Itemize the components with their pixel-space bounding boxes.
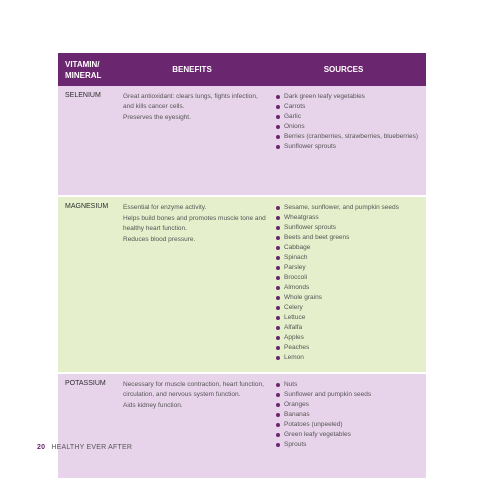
nutrition-table	[58, 53, 426, 478]
row-sources	[268, 197, 426, 372]
source-item: Dark green leafy vegetables	[276, 92, 426, 102]
source-item: Apples	[276, 333, 426, 343]
header-sources: SOURCES	[323, 65, 364, 74]
source-item: Bananas	[276, 410, 426, 420]
source-item: Green leafy vegetables	[276, 430, 426, 440]
source-item: Celery	[276, 303, 426, 313]
benefit-text: Preserves the eyesight.	[123, 113, 191, 121]
source-item: Sesame, sunflower, and pumpkin seeds	[276, 203, 426, 213]
benefit-text: Reduces blood pressure.	[123, 235, 196, 243]
row-benefits	[123, 374, 268, 478]
source-item: Peaches	[276, 343, 426, 353]
source-item: Broccoli	[276, 273, 426, 283]
book-title: HEALTHY EVER AFTER	[51, 444, 133, 451]
row-name: SELENIUM	[65, 92, 101, 99]
source-item: Garlic	[276, 112, 426, 122]
benefit-text: Helps build bones and promotes muscle tone and healthy heart function.	[123, 215, 266, 232]
row-name: MAGNESIUM	[65, 203, 109, 210]
row-benefits	[123, 197, 268, 372]
source-item: Spinach	[276, 253, 426, 263]
source-item: Alfalfa	[276, 323, 426, 333]
page-number: 20	[37, 444, 46, 451]
row-benefits	[123, 86, 268, 195]
source-item: Sunflower sprouts	[276, 223, 426, 233]
page-footer	[37, 444, 132, 451]
source-item: Nuts	[276, 380, 426, 390]
source-item: Wheatgrass	[276, 213, 426, 223]
sources-list	[276, 203, 426, 363]
benefit-text: Necessary for muscle contraction, heart function, circulation, and nervous system function.	[123, 381, 264, 398]
source-item: Potatoes (unpeeled)	[276, 420, 426, 430]
source-item: Lemon	[276, 353, 426, 363]
source-item: Parsley	[276, 263, 426, 273]
table-row-potassium	[58, 372, 426, 478]
header-vitamin-mineral	[58, 59, 123, 81]
source-item: Almonds	[276, 283, 426, 293]
row-sources	[268, 374, 426, 478]
source-item: Sunflower and pumpkin seeds	[276, 390, 426, 400]
source-item: Lettuce	[276, 313, 426, 323]
sources-list	[276, 380, 426, 450]
sources-list	[276, 92, 426, 152]
source-item: Berries (cranberries, strawberries, blueberries)	[276, 132, 426, 142]
source-item: Oranges	[276, 400, 426, 410]
header-vitamin-line2: MINERAL	[65, 70, 102, 80]
table-row-magnesium	[58, 195, 426, 372]
header-vitamin-line1: VITAMIN/	[65, 59, 100, 69]
source-item: Sprouts	[276, 440, 426, 450]
row-sources	[268, 86, 426, 195]
source-item: Whole grains	[276, 293, 426, 303]
benefit-text: Aids kidney function.	[123, 401, 183, 409]
source-item: Carrots	[276, 102, 426, 112]
row-name: POTASSIUM	[65, 380, 106, 387]
table-row-selenium	[58, 86, 426, 195]
source-item: Onions	[276, 122, 426, 132]
benefit-text: Essential for enzyme activity.	[123, 204, 207, 211]
source-item: Cabbage	[276, 243, 426, 253]
source-item: Sunflower sprouts	[276, 142, 426, 152]
benefit-text: Great antioxidant: clears lungs, fights infection, and kills cancer cells.	[123, 93, 258, 110]
source-item: Beets and beet greens	[276, 233, 426, 243]
table-header	[58, 53, 426, 86]
header-benefits: BENEFITS	[172, 65, 212, 74]
